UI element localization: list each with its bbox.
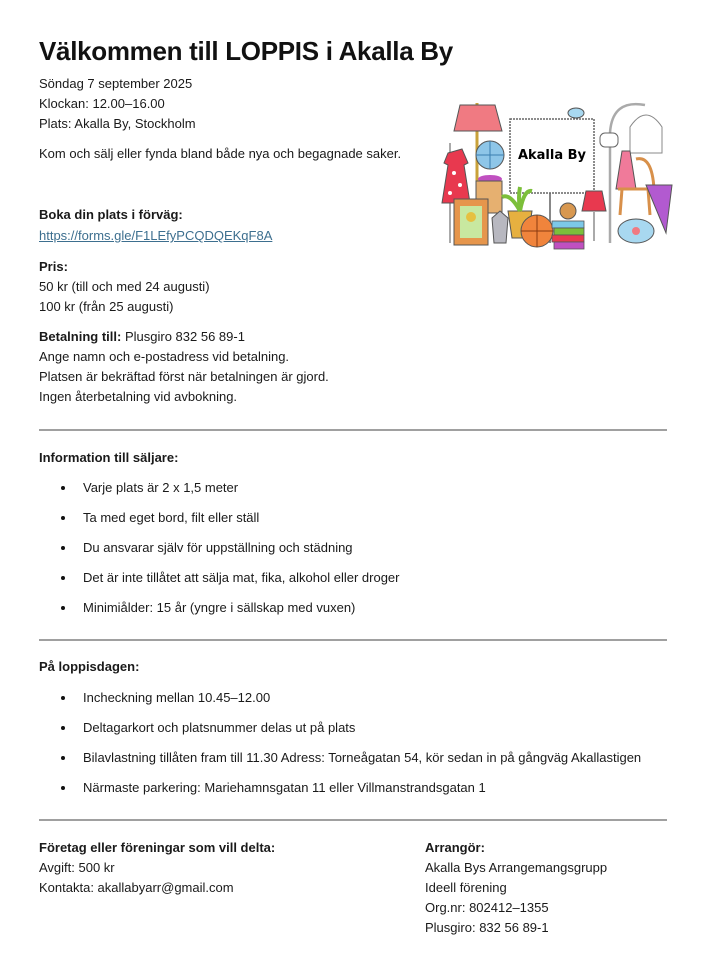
bullet-icon (61, 786, 65, 790)
companies-section (39, 840, 275, 900)
organizer-line: Org.nr: 802412–1355 (425, 900, 549, 915)
seller-info-heading: Information till säljare: (39, 450, 179, 465)
payment-account: Plusgiro 832 56 89-1 (121, 329, 245, 344)
bird-icon (568, 108, 584, 118)
payment-note: Platsen är bekräftad först när betalningen är gjord. (39, 369, 329, 384)
organizer-line: Akalla Bys Arrangemangsgrupp (425, 860, 608, 875)
section-divider (39, 639, 667, 641)
flea-market-illustration (440, 93, 675, 255)
bullet-icon (61, 606, 65, 610)
price-line: 100 kr (från 25 augusti) (39, 299, 174, 314)
companies-fee: Avgift: 500 kr (39, 860, 115, 875)
payment-heading: Betalning till: (39, 329, 122, 344)
coffee-pot-icon (492, 211, 508, 243)
birdcage-icon (630, 115, 662, 153)
books-icon (552, 221, 584, 249)
intro-text: Kom och sälj eller fynda bland både nya och begagnade saker. (39, 146, 402, 161)
companies-heading: Företag eller föreningar som vill delta: (39, 840, 276, 855)
payment-note: Ingen återbetalning vid avbokning. (39, 389, 238, 404)
teddy-bear-icon (560, 203, 576, 219)
price-line: 50 kr (till och med 24 augusti) (39, 279, 210, 294)
bullet-icon (61, 726, 65, 730)
organizer-heading: Arrangör: (425, 840, 485, 855)
vase-icon (616, 151, 636, 189)
payment-line (39, 329, 245, 345)
section-divider (39, 819, 667, 821)
bullet-icon (61, 516, 65, 520)
booking-heading: Boka din plats i förväg: (39, 207, 183, 222)
picture-frame-icon (454, 199, 488, 245)
basketball-icon (521, 215, 553, 247)
event-date: Söndag 7 september 2025 (39, 76, 193, 91)
globe-icon (476, 141, 504, 183)
bullet-icon (61, 576, 65, 580)
companies-contact: Kontakta: akallabyarr@gmail.com (39, 880, 234, 895)
sign-text: Akalla By (517, 148, 587, 163)
payment-note: Ange namn och e-postadress vid betalning. (39, 349, 290, 364)
bullet-icon (61, 486, 65, 490)
organizer-line: Ideell förening (425, 880, 507, 895)
page-title: Välkommen till LOPPIS i Akalla By (39, 36, 453, 66)
teapot-icon (618, 219, 654, 243)
bullet-icon (61, 546, 65, 550)
bullet-icon (61, 696, 65, 700)
section-divider (39, 429, 667, 431)
event-time: Klockan: 12.00–16.00 (39, 96, 165, 111)
booking-link[interactable]: https://forms.gle/F1LEfyPCQDQEKqF8A (39, 228, 273, 243)
event-place: Plats: Akalla By, Stockholm (39, 116, 196, 131)
table-lamp-icon (582, 191, 606, 241)
fair-day-heading: På loppisdagen: (39, 659, 140, 674)
organizer-line: Plusgiro: 832 56 89-1 (425, 920, 549, 935)
price-heading: Pris: (39, 259, 68, 274)
organizer-section (425, 840, 607, 940)
bullet-icon (61, 756, 65, 760)
